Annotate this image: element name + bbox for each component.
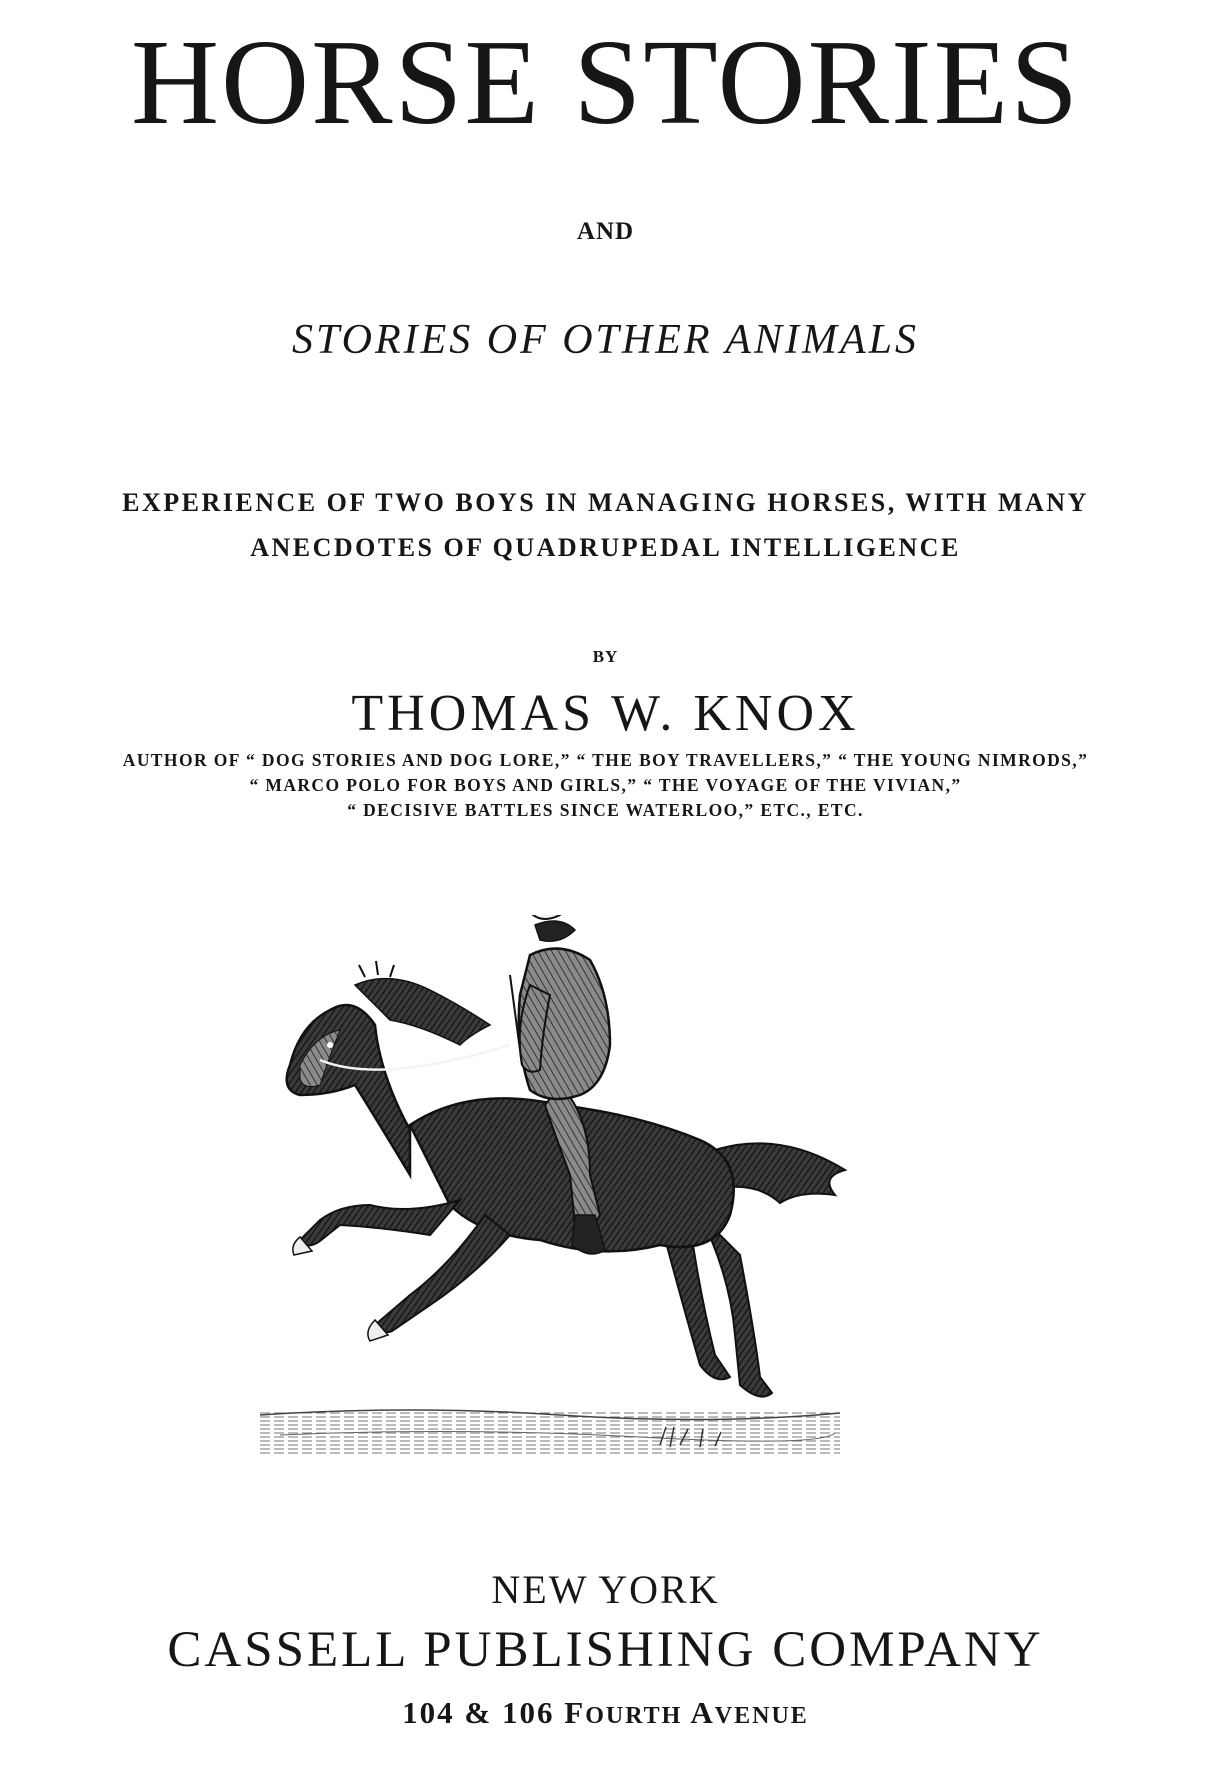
other-works-line-3: “ DECISIVE BATTLES SINCE WATERLOO,” ETC., ETC. bbox=[347, 800, 864, 820]
address-street-rest-2: VENUE bbox=[714, 1703, 809, 1729]
imprint-publisher: CASSELL PUBLISHING COMPANY bbox=[167, 1622, 1044, 1678]
description-line-2: ANECDOTES OF QUADRUPEDAL INTELLIGENCE bbox=[250, 533, 961, 562]
address-street-initial-1: F bbox=[564, 1695, 586, 1730]
other-works-line-1: AUTHOR OF “ DOG STORIES AND DOG LORE,” “ THE BOY TRAVELLERS,” “ THE YOUNG NIMRODS,” bbox=[122, 750, 1089, 770]
address-street-rest-1: OURTH bbox=[585, 1703, 683, 1729]
author-name: THOMAS W. KNOX bbox=[351, 685, 860, 742]
address-number: 104 & 106 bbox=[402, 1695, 555, 1730]
byline: BY bbox=[592, 647, 619, 666]
book-subtitle: STORIES OF OTHER ANIMALS bbox=[292, 317, 919, 363]
imprint-address bbox=[0, 1695, 1211, 1731]
boy-riding-horse-engraving-icon bbox=[260, 915, 950, 1475]
book-title: HORSE STORIES bbox=[130, 15, 1081, 150]
imprint-city: NEW YORK bbox=[491, 1567, 720, 1612]
title-conjunction: AND bbox=[576, 218, 635, 245]
address-street-initial-2: A bbox=[690, 1695, 715, 1730]
description-line-1: EXPERIENCE OF TWO BOYS IN MANAGING HORSES, WITH MANY bbox=[122, 488, 1089, 517]
other-works-line-2: “ MARCO POLO FOR BOYS AND GIRLS,” “ THE VOYAGE OF THE VIVIAN,” bbox=[249, 775, 962, 795]
